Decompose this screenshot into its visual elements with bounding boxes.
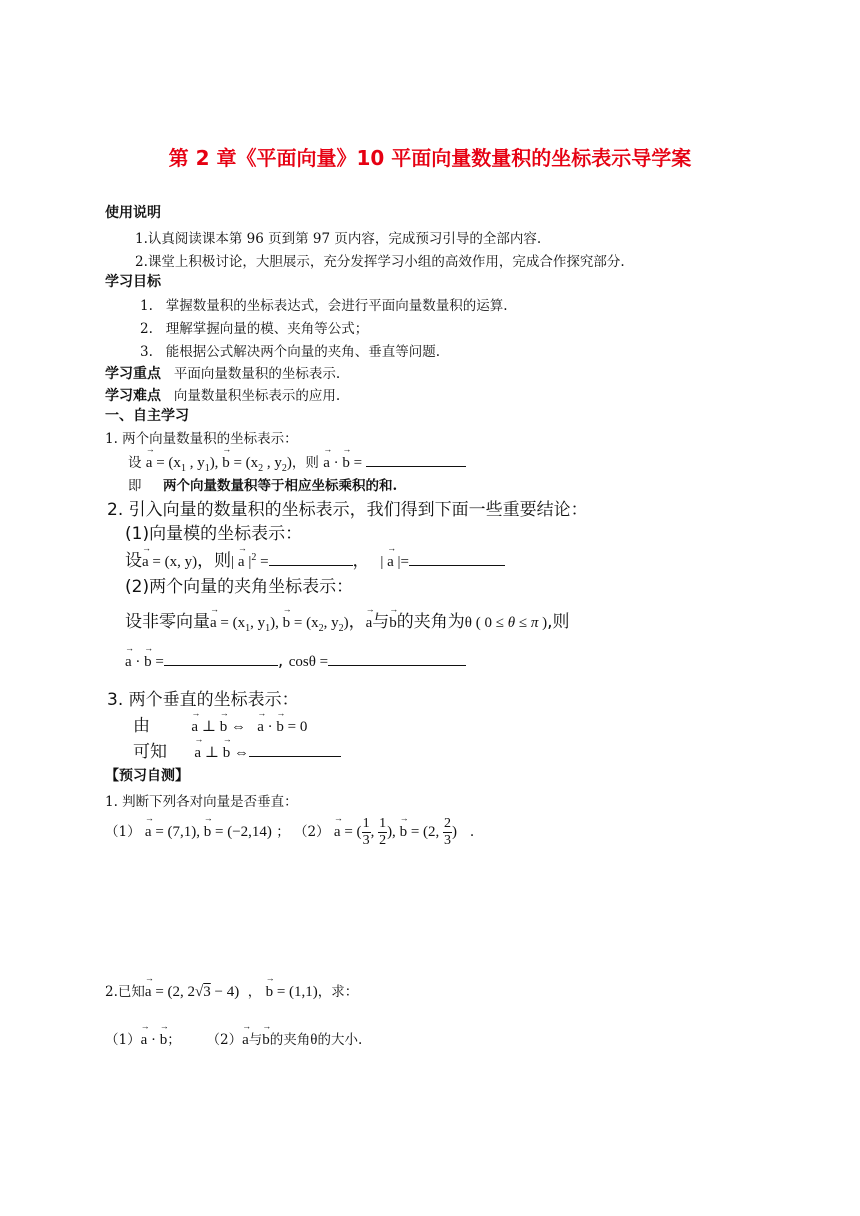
goal-num: 1. — [140, 298, 153, 314]
preview-heading: 【预习自测】 — [105, 768, 189, 784]
q2-text3: 的大小. — [317, 1032, 363, 1048]
formula-mod: | → a |= — [380, 554, 409, 570]
difficulty-text: 向量数量积坐标表示的应用. — [173, 388, 341, 404]
sub2-heading: (2)两个向量的夹角坐标表示： — [125, 577, 354, 597]
answer-blank[interactable] — [328, 651, 466, 666]
sub1-then: ，则 — [197, 551, 232, 571]
goal-text: 掌握数量积的坐标表达式，会进行平面向量数量积的运算. — [165, 298, 508, 314]
q2-part2-label: （2） — [206, 1032, 243, 1048]
angle-line: 设非零向量→ $a = (x_1$, $y_1$), → $b = (x_2$, $y_2$)，→ a与→ b的夹角为θ ( 0 ≤ θ ≤ π ),则 — [125, 607, 569, 634]
usage-item-2: 2.课堂上积极讨论，大胆展示，充分发挥学习小组的高效作用，完成合作探究部分. — [135, 254, 625, 270]
ji-line — [128, 474, 397, 494]
modulus-line: 设→ a = (x, y)，则| → a $|^2$ = ， | → a |= — [125, 546, 505, 571]
perp-line-1: 由 → a ⊥ → b ⇔ → a · → b = 0 — [133, 711, 307, 736]
page-title: 第 2 章《平面向量》10 平面向量数量积的坐标表示导学案 — [168, 146, 692, 170]
answer-blank[interactable] — [269, 551, 353, 566]
goal-num: 3. — [140, 344, 153, 360]
answer-blank[interactable] — [409, 551, 505, 566]
self-study-heading: 一、自主学习 — [105, 408, 189, 424]
self-study-item-2: 2. 引入向量的数量积的坐标表示，我们得到下面一些重要结论： — [107, 500, 588, 520]
ji-label: 即 — [128, 478, 142, 494]
answer-blank[interactable] — [249, 742, 341, 757]
formula-dot: → a · → b = — [323, 455, 362, 471]
preview-q1-parts: （1） → a = (7,1), → b = (−2,14) ； （2） → a = ( $\frac{1}{3}$ , $\frac{1}{2}$ ), → b = (2, $\frac{2}{3}$ ) . — [105, 816, 474, 849]
goal-num: 2. — [140, 321, 153, 337]
goal-text: 理解掌握向量的模、夹角等公式； — [165, 321, 369, 337]
key-point — [105, 362, 340, 383]
set-prefix: 设 — [128, 455, 142, 471]
formula-vectors: → $a = (x_1$, $y_1$), → $b = (x_2$, $y_2$) — [210, 615, 349, 631]
sub2-mid: 与 — [372, 612, 390, 632]
answer-blank[interactable] — [164, 651, 278, 666]
goals-heading: 学习目标 — [105, 274, 161, 290]
preview-q2-parts: （1）→ a · → b； （2）→ a与→ b的夹角θ的大小. — [105, 1028, 362, 1049]
q2-part1-label: （1） — [105, 1032, 141, 1048]
formula-vectors: → $a = (x_1$ , $y_1$), → $b = (x_2$ , $y_2$) — [146, 455, 292, 471]
perp-line-2: 可知 → a ⊥ → b ⇔ — [133, 737, 341, 762]
goal-item-1 — [140, 294, 508, 314]
dot-product-formula — [128, 451, 466, 474]
q2-prefix: 2.已知 — [105, 984, 145, 1000]
sub1-heading: (1)向量模的坐标表示： — [125, 524, 303, 544]
usage-heading: 使用说明 — [105, 205, 161, 221]
answer-blank[interactable] — [366, 452, 466, 467]
difficulty-label: 学习难点 — [105, 388, 161, 404]
self-study-item-3: 3. 两个垂直的坐标表示： — [107, 690, 299, 710]
goal-text: 能根据公式解决两个向量的夹角、垂直等问题. — [165, 344, 441, 360]
goal-item-2 — [140, 317, 368, 337]
usage-item-1: 1.认真阅读课本第 96 页到第 97 页内容，完成预习引导的全部内容. — [135, 231, 542, 247]
goal-item-3 — [140, 340, 440, 360]
angle-answer-line: → a · → b = , cosθ = — [125, 651, 466, 671]
sub2-angle: 的夹角为 — [396, 612, 465, 632]
then-text: ，则 — [291, 455, 319, 471]
q2-text1: 与 — [248, 1032, 263, 1048]
key-point-label: 学习重点 — [105, 366, 161, 382]
key-point-text: 平面向量数量积的坐标表示. — [173, 366, 341, 382]
q1-part1-label: （1） — [105, 823, 141, 840]
formula-theta: θ ( 0 ≤ θ ≤ π ) — [464, 615, 548, 631]
formula-a: → a = (x, y) — [142, 554, 197, 570]
q2-text2: 的夹角 — [269, 1032, 311, 1048]
formula-mod-sq: | → a $|^2$ = — [231, 554, 268, 570]
q1-part2-label: （2） — [294, 823, 330, 840]
you-label: 由 — [133, 716, 150, 736]
self-study-item-1: 1. 两个向量数量积的坐标表示： — [105, 431, 298, 447]
ji-text: 两个向量数量积等于相应坐标乘积的和. — [162, 478, 398, 494]
difficulty — [105, 384, 340, 405]
kezhi-label: 可知 — [133, 742, 167, 762]
sub2-then: 则 — [552, 612, 570, 632]
q2-qiu: ，求： — [317, 984, 359, 1000]
preview-q1: 1. 判断下列各对向量是否垂直： — [105, 794, 298, 810]
sub1-prefix: 设 — [125, 551, 142, 571]
preview-q2: 2.已知→ a = (2, 2√3 − 4) ， → b = (1,1)，求： — [105, 980, 358, 1001]
sub2-prefix: 设非零向量 — [125, 612, 210, 632]
